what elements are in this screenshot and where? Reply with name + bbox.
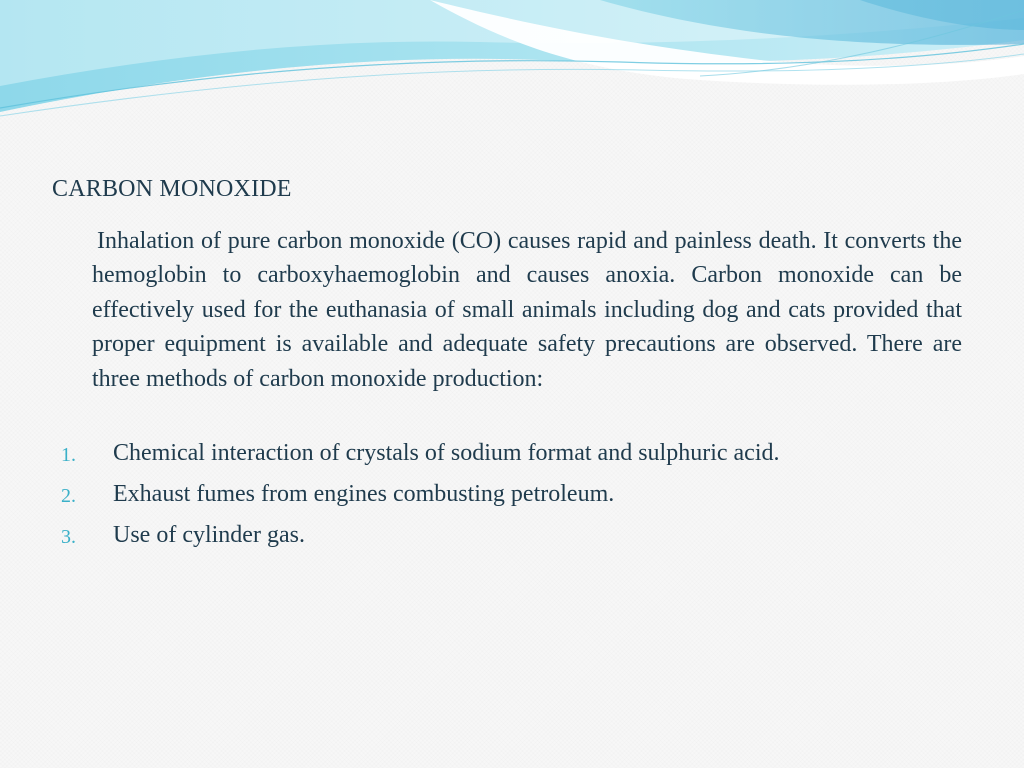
list-item (0, 435, 1024, 476)
list-item-text: Exhaust fumes from engines combusting petroleum. (113, 481, 615, 507)
list-item-number: 3. (61, 526, 76, 548)
decorative-wave-header (0, 0, 1024, 130)
intro-paragraph: Inhalation of pure carbon monoxide (CO) causes rapid and painless death. It converts the hemoglobin to carboxyhaemoglobin and causes anoxia. Carbon monoxide can be effectively used for the euthanasia of small animals including dog and cats provided that proper equipment is available and adequate safety precautions are observed. There are three methods of carbon monoxide production: (92, 228, 962, 392)
list-item-number: 1. (61, 444, 76, 466)
list-item (0, 517, 1024, 558)
list-item-text: Use of cylinder gas. (113, 522, 305, 548)
list-item (0, 476, 1024, 517)
slide-title: CARBON MONOXIDE (52, 176, 292, 202)
list-item-text: Chemical interaction of crystals of sodium format and sulphuric acid. (113, 440, 780, 466)
methods-list (0, 435, 1024, 558)
list-item-number: 2. (61, 485, 76, 507)
